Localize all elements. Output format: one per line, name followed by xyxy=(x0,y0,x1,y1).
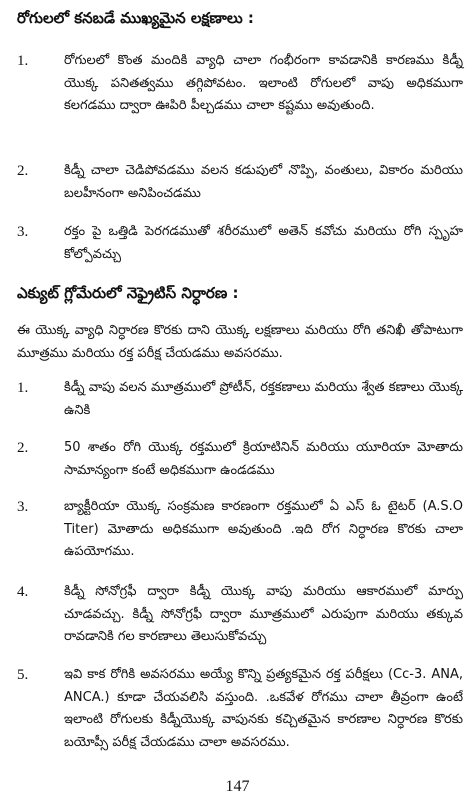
list-item xyxy=(17,581,463,653)
list-item xyxy=(17,160,463,208)
list-item-number: 3. xyxy=(17,499,29,515)
section-heading-diagnosis: ఎక్యుట్ గ్లోమేరులో నెఫ్రైటిస్ నిర్ధారణ : xyxy=(17,284,239,302)
page-number: 147 xyxy=(225,778,250,795)
list-item xyxy=(17,496,463,568)
list-item xyxy=(17,377,463,425)
list-item-number: 5. xyxy=(17,667,29,683)
list-item xyxy=(17,437,463,485)
list-item xyxy=(17,664,463,774)
list-item-number: 2. xyxy=(17,440,29,456)
list-item-number: 4. xyxy=(17,584,29,600)
list-item-text: బ్యాక్టీరియా యొక్క సంక్రమణ కారణంగా రక్తములో ఏ ఎస్ ఓ టైటర్ (A.S.O Titer) మోతాదు అధికముగా అవుతుంది .ఇది రోగ నిర్ధారణ కొరకు చాలా ఉపయోగము. xyxy=(64,499,463,559)
section-heading-symptoms: రోగులలో కనబడే ముఖ్యమైన లక్షణాలు : xyxy=(17,9,254,27)
list-item-text: రోగులలో కొంత మందికి వ్యాధి చాలా గంభీరంగా కావడానికి కారణము కిడ్నీ యొక్క పనితత్వము తగ్గిపోవటం. ఇలాంటి రోగులలో వాపు అధికముగా కలగడము ద్వారా ఊపిరి పీల్చడము చాలా కష్టము అవుతుంది. xyxy=(64,53,463,113)
list-item-text: కిడ్నీ సోనోగ్రఫీ ద్వారా కిడ్నీ యొక్క వాపు మరియు ఆకారములో మార్పు చూడవచ్చు. కిడ్నీ సోనోగ్రఫీ ద్వారా మూత్రములో ఎరుపుగా మరియు తక్కువ రావడానికి గల కారణాలు తెలుసుకోవచ్చు xyxy=(64,584,463,644)
list-item-number: 1. xyxy=(17,53,29,69)
list-item-number: 3. xyxy=(17,224,29,240)
intro-paragraph: ఈ యొక్క వ్యాధి నిర్ధారణ కొరకు దాని యొక్క లక్షణాలు మరియు రోగి తనిఖీ తోపాటుగా మూత్రము మరియు రక్త పరీక్ష చేయడము అవసరము. xyxy=(17,323,463,361)
list-item-text: కిడ్నీ చాలా చెడిపోవడము వలన కడుపులో నొప్పి, వంతులు, వికారం మరియు బలహీనంగా అనిపించడము xyxy=(64,163,463,201)
list-item-text: ఇవి కాక రోగికి అవసరము అయ్యే కొన్ని ప్రత్యకమైన రక్త పరీక్షలు (Cc-3. ANA, ANCA.) కూడా చేయవలిసి వస్తుంది. .ఒకవేళ రోగము చాలా తీవ్రంగా ఉంటే ఇలాంటి రోగులకు కిడ్నీయొక్క వాపునకు కచ్చితమైన కారణాల నిర్ధారణ కొరకు బయోప్సీ పరీక్ష చేయడము చాలా అవసరము. xyxy=(64,667,463,750)
list-item-number: 1. xyxy=(17,380,29,396)
list-item-text: రక్తం పై ఒత్తిడి పెరగడముతో శరీరములో అతెన్ కవోచు మరియు రోగి స్పృహ కోల్పోవచ్చు xyxy=(64,224,463,262)
list-item-text: 50 శాతం రోగి యొక్క రక్తములో క్రియాటినిన్ మరియు యూరియా మోతాదు సామాన్యంగా కంటే అధికముగా ఉండడము xyxy=(64,440,463,478)
list-item xyxy=(17,221,463,269)
list-item xyxy=(17,50,463,146)
list-item-number: 2. xyxy=(17,163,29,179)
list-item-text: కిడ్నీ వాపు వలన మూత్రములో ప్రోటీన్, రక్తకణాలు మరియు శ్వేత కణాలు యొక్క ఉనికి xyxy=(64,380,463,418)
